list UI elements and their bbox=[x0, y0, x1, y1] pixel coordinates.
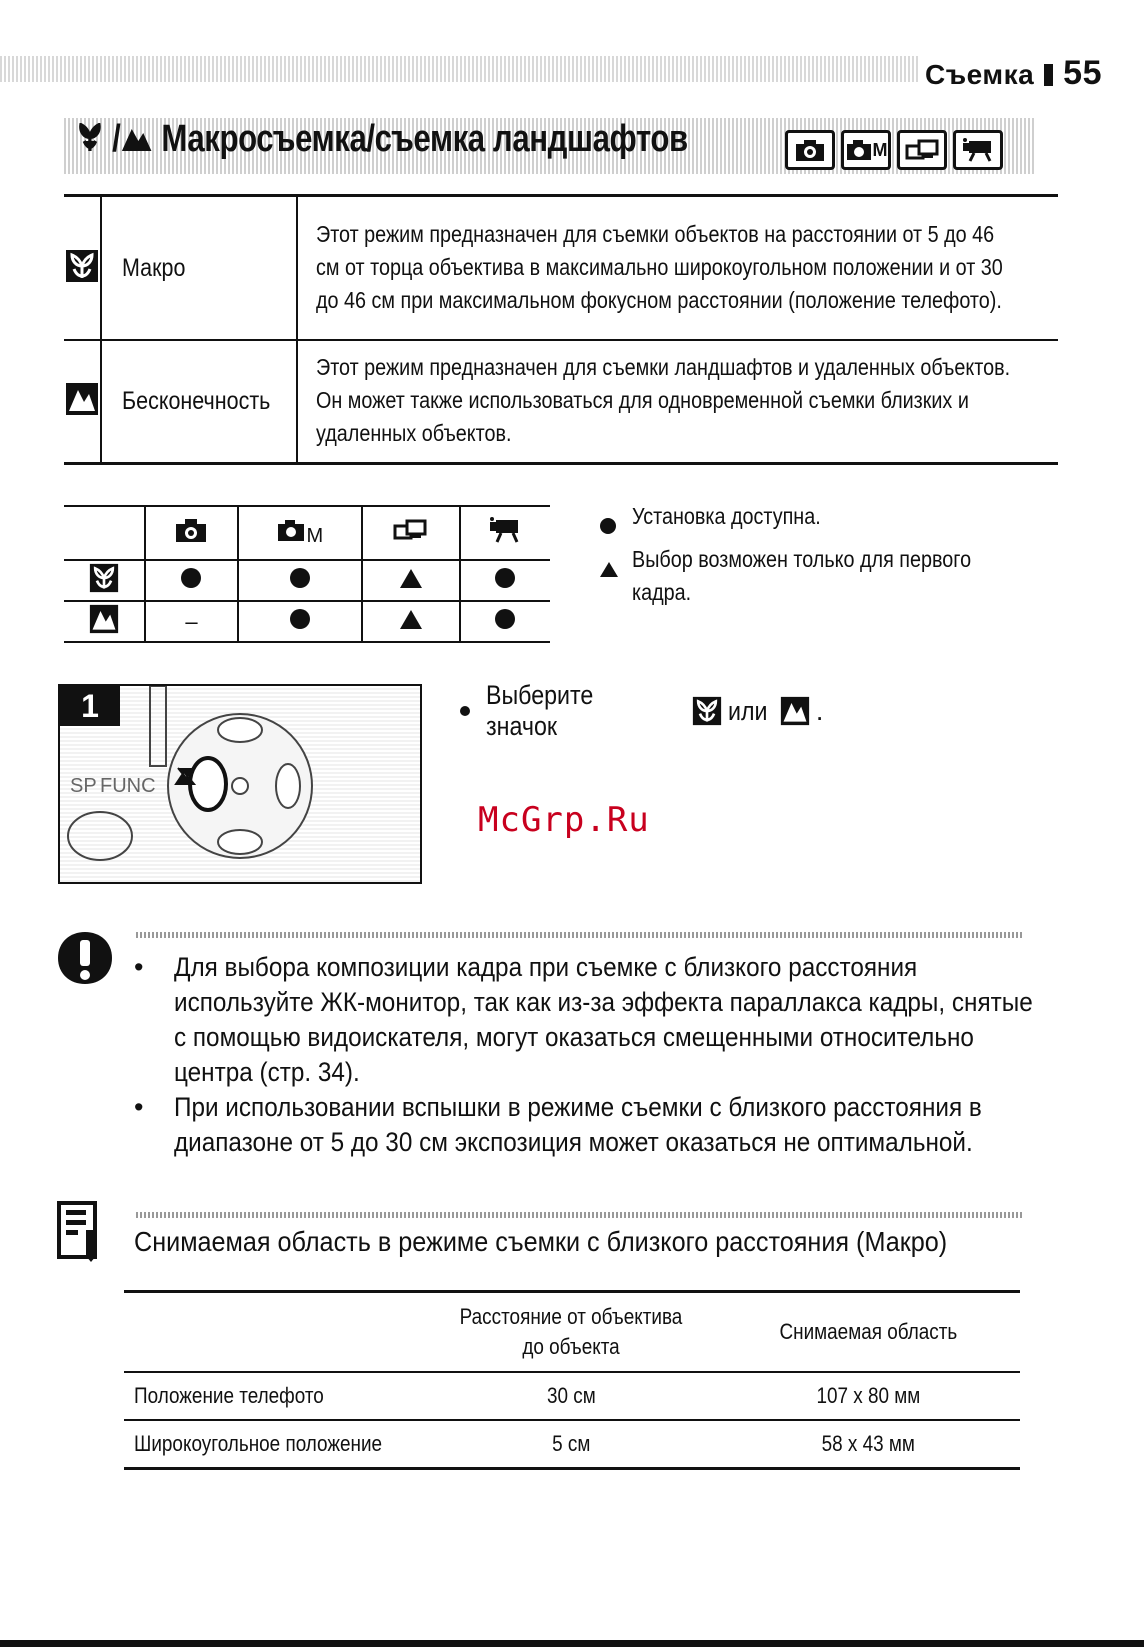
macro-icon-cell bbox=[64, 196, 101, 341]
caution-rule bbox=[136, 932, 1024, 938]
column-header: Расстояние от объектива до объекта bbox=[425, 1292, 717, 1373]
movie-icon bbox=[953, 130, 1003, 170]
dot-mark bbox=[290, 609, 310, 629]
dot-mark bbox=[600, 518, 616, 534]
mode-name: Бесконечность bbox=[101, 340, 297, 464]
section-name: Съемка bbox=[925, 59, 1035, 90]
title-text: Макросъемка/съемка ландшафтов bbox=[161, 118, 688, 160]
movie-icon bbox=[488, 516, 522, 544]
col-camera-manual bbox=[238, 506, 362, 560]
infinity-icon bbox=[89, 604, 119, 634]
cell-first-frame bbox=[362, 560, 460, 601]
infinity-icon bbox=[780, 696, 810, 726]
stitch-assist-icon bbox=[393, 518, 429, 542]
legend-item: Установка доступна. bbox=[600, 500, 1032, 543]
dot-mark bbox=[181, 568, 201, 588]
dot-mark bbox=[495, 568, 515, 588]
svg-text:SP: SP bbox=[70, 775, 97, 797]
list-item: • Для выбора композиции кадра при съемке с близкого расстояния используйте ЖК-монитор, так как из-за эффекта параллакса кадры, снятые с помощью видоискателя, могут оказаться смещенными относительно центра (стр. 34). bbox=[134, 952, 1033, 1087]
list-item: • При использовании вспышки в режиме съемки с близкого расстояния в диапазоне от 5 до 30 см экспозиция может оказаться не оптимальной. bbox=[134, 1092, 982, 1157]
cell-first-frame bbox=[362, 601, 460, 642]
manual-m-label: M bbox=[872, 139, 888, 160]
table-header-row bbox=[64, 506, 550, 560]
macro-icon bbox=[65, 249, 99, 283]
note-icon bbox=[56, 1200, 102, 1269]
table-header-row bbox=[124, 1292, 1020, 1373]
svg-text:FUNC: FUNC bbox=[100, 775, 156, 797]
shooting-area-table bbox=[124, 1290, 1020, 1470]
col-stitch-assist bbox=[362, 506, 460, 560]
infinity-icon-cell bbox=[64, 340, 101, 464]
table-row bbox=[64, 601, 550, 642]
macro-icon bbox=[76, 123, 104, 153]
triangle-mark bbox=[400, 610, 422, 629]
availability-table bbox=[64, 505, 550, 643]
cell-available bbox=[238, 560, 362, 601]
dot-mark bbox=[495, 609, 515, 629]
step-instruction: Выберите значок или . bbox=[460, 680, 823, 742]
mode-description: Этот режим предназначен для съемки ландшафтов и удаленных объектов. Он может также использоваться для одновременной съемки близких и удаленных объектов. bbox=[297, 340, 1058, 464]
legend-item: Выбор возможен только для первого кадра. bbox=[600, 543, 1032, 609]
note-rule bbox=[136, 1212, 1024, 1218]
bottom-rule bbox=[0, 1640, 1144, 1647]
cell-available bbox=[238, 601, 362, 642]
cell-unavailable: – bbox=[145, 601, 238, 642]
table-row bbox=[64, 196, 1058, 341]
modes-table bbox=[64, 194, 1058, 465]
availability-legend bbox=[600, 500, 1032, 609]
table-row: Положение телефото 30 см 107 x 80 мм bbox=[124, 1372, 1020, 1420]
note-title: Снимаемая область в режиме съемки с близкого расстояния (Макро) bbox=[134, 1226, 948, 1257]
bullet bbox=[460, 706, 470, 716]
watermark: McGrp.Ru bbox=[478, 800, 650, 840]
column-header: Снимаемая область bbox=[717, 1292, 1020, 1373]
cell-available bbox=[460, 601, 550, 642]
col-camera-auto bbox=[145, 506, 238, 560]
infinity-icon bbox=[65, 382, 99, 416]
camera-manual-icon bbox=[841, 130, 891, 170]
page-number: 55 bbox=[1063, 54, 1102, 92]
caution-icon bbox=[56, 930, 114, 991]
mountain-icon bbox=[120, 123, 153, 153]
mode-name: Макро bbox=[101, 196, 297, 341]
table-row bbox=[64, 340, 1058, 464]
manual-m-label: M bbox=[306, 525, 324, 547]
table-row bbox=[64, 560, 550, 601]
page-title bbox=[76, 118, 688, 161]
camera-manual-icon bbox=[276, 518, 306, 542]
row-infinity bbox=[64, 601, 145, 642]
cell-available bbox=[145, 560, 238, 601]
corner-cell bbox=[64, 506, 145, 560]
stitch-assist-icon bbox=[897, 130, 947, 170]
table-row: Широкоугольное положение 5 см 58 x 43 мм bbox=[124, 1420, 1020, 1469]
title-separator: / bbox=[112, 118, 121, 160]
triangle-mark bbox=[600, 562, 618, 577]
camera-auto-icon bbox=[174, 517, 208, 543]
camera-auto-icon bbox=[785, 130, 835, 170]
step-number: 1 bbox=[60, 686, 120, 726]
cell-available bbox=[460, 560, 550, 601]
macro-icon bbox=[692, 696, 722, 726]
macro-icon bbox=[89, 563, 119, 593]
mode-description: Этот режим предназначен для съемки объектов на расстоянии от 5 до 46 см от торца объектива в максимально широкоугольном положении и от 30 до 46 см при максимальном фокусном расстоянии (положение телефото). bbox=[297, 196, 1058, 341]
caution-list bbox=[130, 950, 1033, 1160]
dot-mark bbox=[290, 568, 310, 588]
col-movie bbox=[460, 506, 550, 560]
header-separator bbox=[1044, 64, 1053, 86]
row-macro bbox=[64, 560, 145, 601]
running-header bbox=[919, 54, 1102, 93]
mode-icons bbox=[785, 130, 1003, 170]
triangle-mark bbox=[400, 569, 422, 588]
